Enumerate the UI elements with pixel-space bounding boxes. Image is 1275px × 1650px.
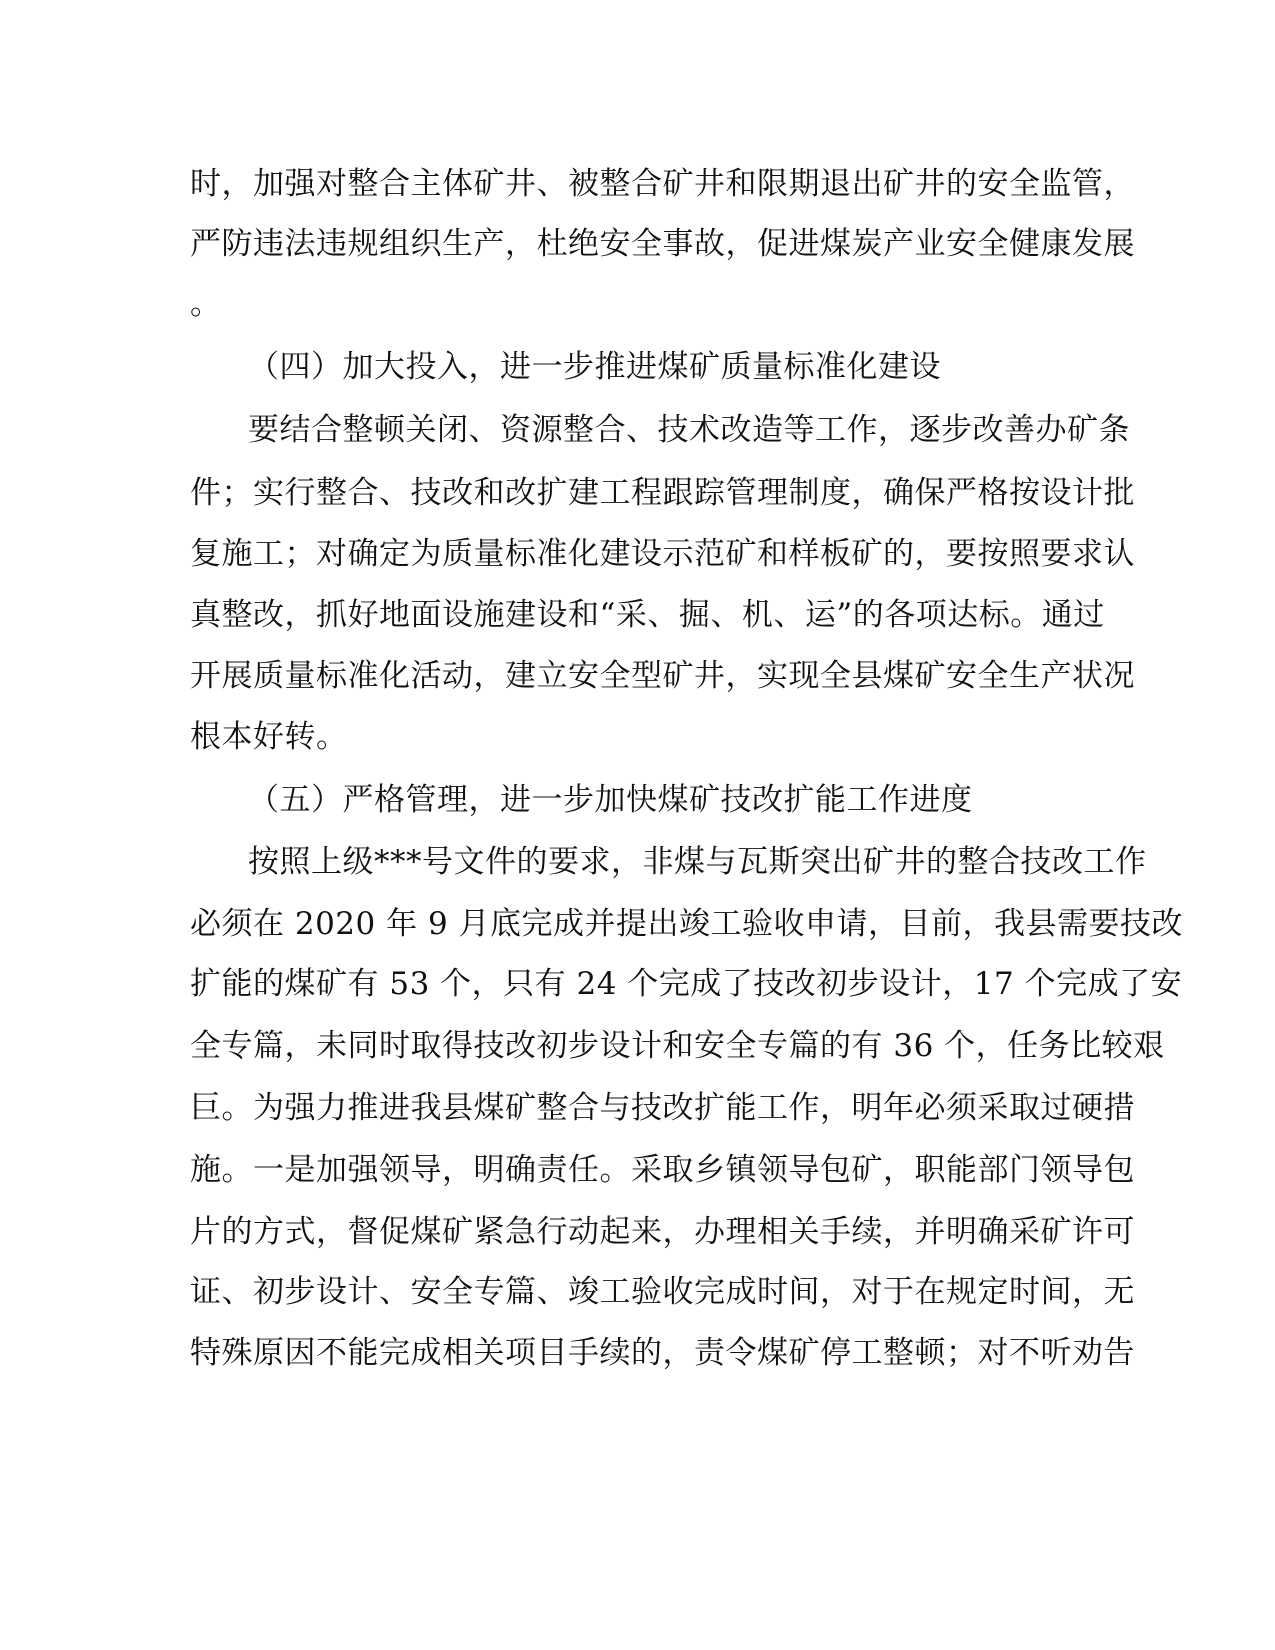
body-text-line: 片的方式，督促煤矿紧急行动起来，办理相关手续，并明确采矿许可: [190, 1214, 1135, 1250]
body-text-line: 。: [190, 286, 222, 322]
body-text-line: 按照上级***号文件的要求，非煤与瓦斯突出矿井的整合技改工作: [248, 844, 1147, 880]
body-text-line: 时，加强对整合主体矿井、被整合矿井和限期退出矿井的安全监管，: [190, 166, 1135, 202]
body-text-line: 必须在 2020 年 9 月底完成并提出竣工验收申请，目前，我县需要技改: [190, 906, 1184, 942]
body-text-line: 严防违法违规组织生产，杜绝安全事故，促进煤炭产业安全健康发展: [190, 226, 1135, 262]
body-text-line: 施。一是加强领导，明确责任。采取乡镇领导包矿，职能部门领导包: [190, 1152, 1135, 1188]
body-text-line: 要结合整顿关闭、资源整合、技术改造等工作，逐步改善办矿条: [248, 412, 1130, 448]
body-text-line: 扩能的煤矿有 53 个，只有 24 个完成了技改初步设计，17 个完成了安: [190, 966, 1183, 1002]
section-heading-4: （四）加大投入，进一步推进煤矿质量标准化建设: [248, 349, 941, 385]
body-text-line: 巨。为强力推进我县煤矿整合与技改扩能工作，明年必须采取过硬措: [190, 1090, 1135, 1126]
body-text-line: 全专篇，未同时取得技改初步设计和安全专篇的有 36 个，任务比较艰: [190, 1028, 1165, 1064]
body-text-line: 特殊原因不能完成相关项目手续的，责令煤矿停工整顿；对不听劝告: [190, 1335, 1135, 1371]
body-text-line: 真整改，抓好地面设施建设和“采、掘、机、运”的各项达标。通过: [190, 597, 1105, 633]
body-text-line: 件；实行整合、技改和改扩建工程跟踪管理制度，确保严格按设计批: [190, 475, 1135, 511]
body-text-line: 证、初步设计、安全专篇、竣工验收完成时间，对于在规定时间，无: [190, 1274, 1135, 1310]
body-text-line: 复施工；对确定为质量标准化建设示范矿和样板矿的，要按照要求认: [190, 536, 1135, 572]
body-text-line: 根本好转。: [190, 719, 348, 755]
body-text-line: 开展质量标准化活动，建立安全型矿井，实现全县煤矿安全生产状况: [190, 658, 1135, 694]
section-heading-5: （五）严格管理，进一步加快煤矿技改扩能工作进度: [248, 782, 973, 818]
